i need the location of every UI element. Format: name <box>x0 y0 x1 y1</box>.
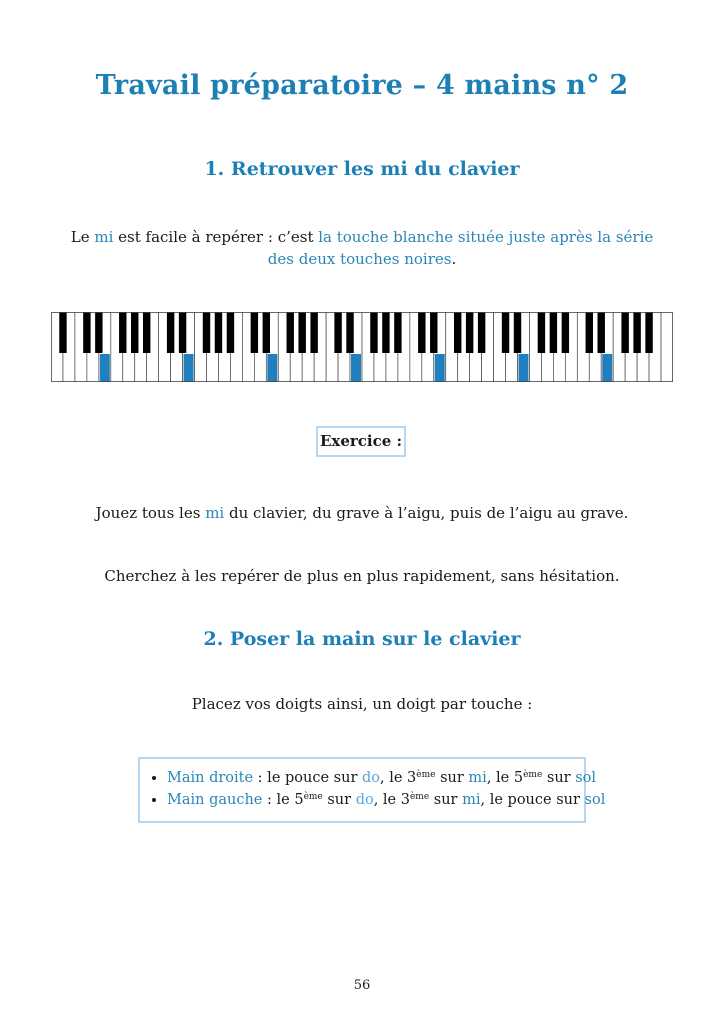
black-key <box>298 312 305 353</box>
white-key-C <box>661 312 673 382</box>
text: , le 5 <box>486 770 524 786</box>
ordinal-suffix: ème <box>303 792 323 802</box>
black-key <box>119 312 126 353</box>
text: , le 3 <box>380 770 417 786</box>
black-key <box>645 312 652 353</box>
text: sur <box>542 770 576 786</box>
exercise-text-2: du clavier, du grave à l’aigu, puis de l’aigu au grave. <box>224 504 629 522</box>
note-mi: mi <box>205 504 225 522</box>
right-hand-label: Main droite <box>167 770 254 786</box>
note-do: do <box>362 770 381 786</box>
piano-keyboard <box>51 312 673 382</box>
black-key <box>83 312 90 353</box>
black-key <box>59 312 66 353</box>
black-key <box>287 312 294 353</box>
note-mi: mi <box>94 228 114 246</box>
text: : le pouce sur <box>253 770 362 786</box>
text: , le 3 <box>373 792 410 808</box>
black-key <box>179 312 186 353</box>
list-item-right-hand <box>167 767 597 789</box>
black-key <box>633 312 640 353</box>
black-key <box>418 312 425 353</box>
exercise-line-2: Cherchez à les repérer de plus en plus rapidement, sans hésitation. <box>104 567 620 585</box>
note-mi: mi <box>468 770 487 786</box>
black-key <box>430 312 437 353</box>
section-heading-2: 2. Poser la main sur le clavier <box>203 628 521 650</box>
highlighted-key-mi <box>519 354 529 382</box>
exercise-label: Exercice : <box>316 426 406 457</box>
black-key <box>346 312 353 353</box>
highlighted-key-mi <box>184 354 194 382</box>
black-key <box>334 312 341 353</box>
highlighted-key-mi <box>267 354 277 382</box>
page-number: 56 <box>353 978 371 993</box>
black-key <box>263 312 270 353</box>
black-key <box>203 312 210 353</box>
text: , le pouce sur <box>480 792 585 808</box>
intro-text-2: est facile à repérer : c’est <box>113 228 319 246</box>
black-key <box>586 312 593 353</box>
highlighted-key-mi <box>602 354 612 382</box>
intro-highlight: la touche blanche située juste après la série des deux touches noires <box>267 228 654 268</box>
black-key <box>550 312 557 353</box>
black-key <box>538 312 545 353</box>
black-key <box>514 312 521 353</box>
note-sol: sol <box>584 792 606 808</box>
black-key <box>562 312 569 353</box>
ordinal-suffix: ème <box>416 770 436 780</box>
black-key <box>310 312 317 353</box>
note-mi: mi <box>462 792 481 808</box>
black-key <box>466 312 473 353</box>
ordinal-suffix: ème <box>409 792 430 802</box>
text: sur <box>429 792 463 808</box>
list-item-left-hand <box>167 789 606 811</box>
black-key <box>251 312 258 353</box>
black-key <box>167 312 174 353</box>
black-key <box>131 312 138 353</box>
black-key <box>382 312 389 353</box>
highlighted-key-mi <box>100 354 110 382</box>
intro-paragraph <box>60 226 664 270</box>
black-key <box>370 312 377 353</box>
note-sol: sol <box>575 770 597 786</box>
black-key <box>394 312 401 353</box>
black-key <box>227 312 234 353</box>
exercise-text-1: Jouez tous les <box>95 504 206 522</box>
highlighted-key-mi <box>435 354 445 382</box>
black-key <box>215 312 222 353</box>
text: sur <box>322 792 356 808</box>
black-key <box>598 312 605 353</box>
intro-text-3: . <box>451 250 457 268</box>
black-key <box>502 312 509 353</box>
page-title: Travail préparatoire – 4 mains n° 2 <box>95 70 629 101</box>
section-heading-1: 1. Retrouver les mi du clavier <box>204 158 520 180</box>
black-key <box>95 312 102 353</box>
text: : le 5 <box>262 792 304 808</box>
placement-intro: Placez vos doigts ainsi, un doigt par touche : <box>191 695 533 713</box>
black-key <box>454 312 461 353</box>
intro-text-1: Le <box>70 228 95 246</box>
black-key <box>621 312 628 353</box>
hand-list <box>140 767 606 811</box>
left-hand-label: Main gauche <box>167 792 263 808</box>
ordinal-suffix: ème <box>523 770 543 780</box>
note-do: do <box>355 792 374 808</box>
exercise-line-1 <box>60 502 664 524</box>
hand-placement-box <box>138 757 606 823</box>
highlighted-key-mi <box>351 354 361 382</box>
text: sur <box>435 770 469 786</box>
black-key <box>143 312 150 353</box>
black-key <box>478 312 485 353</box>
